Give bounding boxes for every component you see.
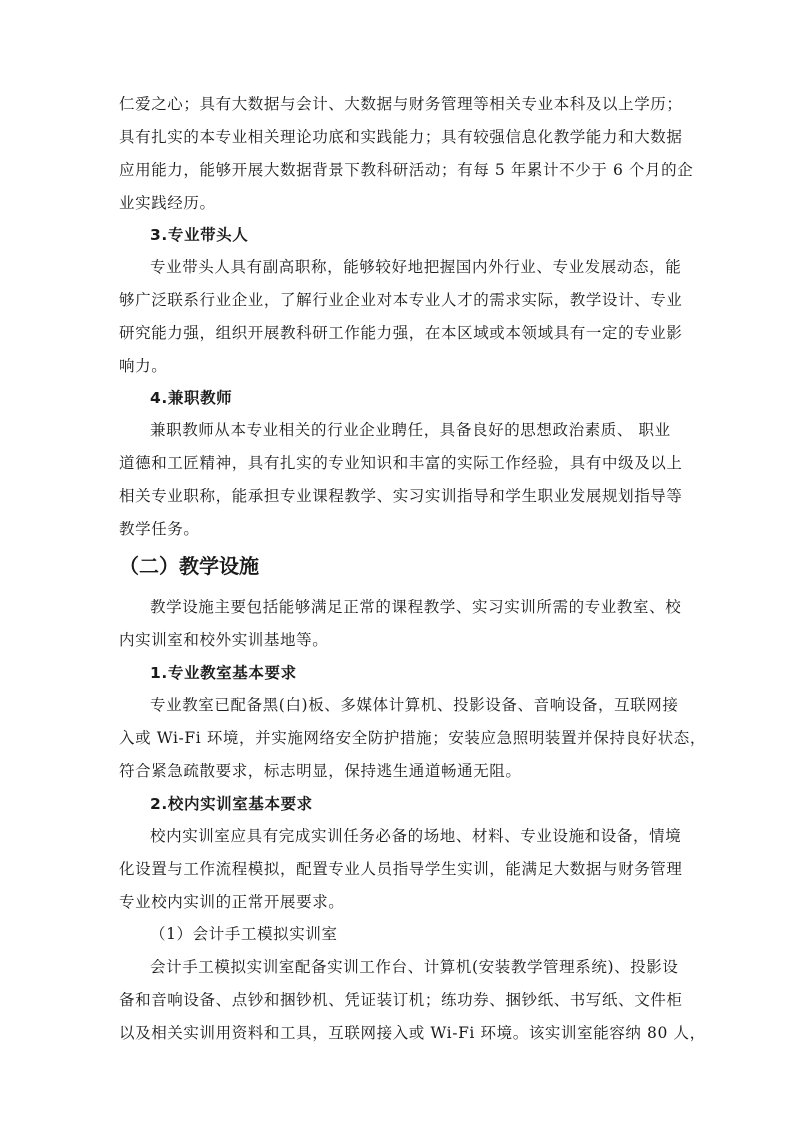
para4-line-2: 道德和工匠精神，具有扎实的专业知识和丰富的实际工作经验，具有中级及以上 [119, 454, 683, 472]
heading-part-time-teacher: 4.兼职教师 [150, 389, 233, 407]
para1-line-4: 业实践经历。 [119, 194, 216, 212]
sub1-line-2: 入或 Wi-Fi 环境，并实施网络安全防护措施；安装应急照明装置并保持良好状态， [119, 729, 706, 747]
sub1-line-1: 专业教室已配备黑(白)板、多媒体计算机、投影设备、音响设备，互联网接 [150, 696, 679, 714]
item1-line-3: 以及相关实训用资料和工具，互联网接入或 Wi-Fi 环境。该实训室能容纳 80 人， [119, 1024, 706, 1042]
section2-intro-line-1: 教学设施主要包括能够满足正常的课程教学、实习实训所需的专业教室、校 [150, 598, 682, 616]
para1-line-1: 仁爱之心；具有大数据与会计、大数据与财务管理等相关专业本科及以上学历； [119, 95, 683, 113]
sub2-line-3: 专业校内实训的正常开展要求。 [119, 893, 345, 911]
para3-line-3: 研究能力强，组织开展教科研工作能力强，在本区域或本领域具有一定的专业影 [119, 324, 683, 342]
heading-professional-leader: 3.专业带头人 [150, 226, 249, 244]
item1-line-2: 备和音响设备、点钞和捆钞机、凭证装订机；练功券、捆钞纸、书写纸、文件柜 [119, 991, 683, 1009]
para4-line-4: 教学任务。 [119, 520, 200, 538]
item1-line-1: 会计手工模拟实训室配备实训工作台、计算机(安装教学管理系统)、投影设 [150, 958, 679, 976]
para4-line-3: 相关专业职称，能承担专业课程教学、实习实训指导和学生职业发展规划指导等 [119, 487, 683, 505]
section2-intro-line-2: 内实训室和校外实训基地等。 [119, 631, 329, 649]
sub1-line-3: 符合紧急疏散要求，标志明显，保持逃生通道畅通无阻。 [119, 762, 522, 780]
sub2-line-1: 校内实训室应具有完成实训任务必备的场地、材料、专业设施和设备，情境 [150, 827, 682, 845]
para3-line-1: 专业带头人具有副高职称，能够较好地把握国内外行业、专业发展动态，能 [150, 258, 682, 276]
para4-line-1: 兼职教师从本专业相关的行业企业聘任，具备良好的思想政治素质、 职业 [150, 421, 671, 439]
para3-line-2: 够广泛联系行业企业，了解行业企业对本专业人才的需求实际，教学设计、专业 [119, 291, 683, 309]
para3-line-4: 响力。 [119, 357, 168, 375]
item-title-manual-accounting-lab: （1）会计手工模拟实训室 [150, 925, 338, 943]
heading-training-room-requirements: 2.校内实训室基本要求 [150, 795, 313, 813]
section-title-teaching-facilities: （二）教学设施 [119, 554, 259, 578]
sub2-line-2: 化设置与工作流程模拟，配置专业人员指导学生实训，能满足大数据与财务管理 [119, 860, 683, 878]
heading-classroom-requirements: 1.专业教室基本要求 [150, 664, 297, 682]
para1-line-3: 应用能力，能够开展大数据背景下教科研活动；有每 5 年累计不少于 6 个月的企 [119, 161, 694, 179]
para1-line-2: 具有扎实的本专业相关理论功底和实践能力；具有较强信息化教学能力和大数据 [119, 128, 683, 146]
